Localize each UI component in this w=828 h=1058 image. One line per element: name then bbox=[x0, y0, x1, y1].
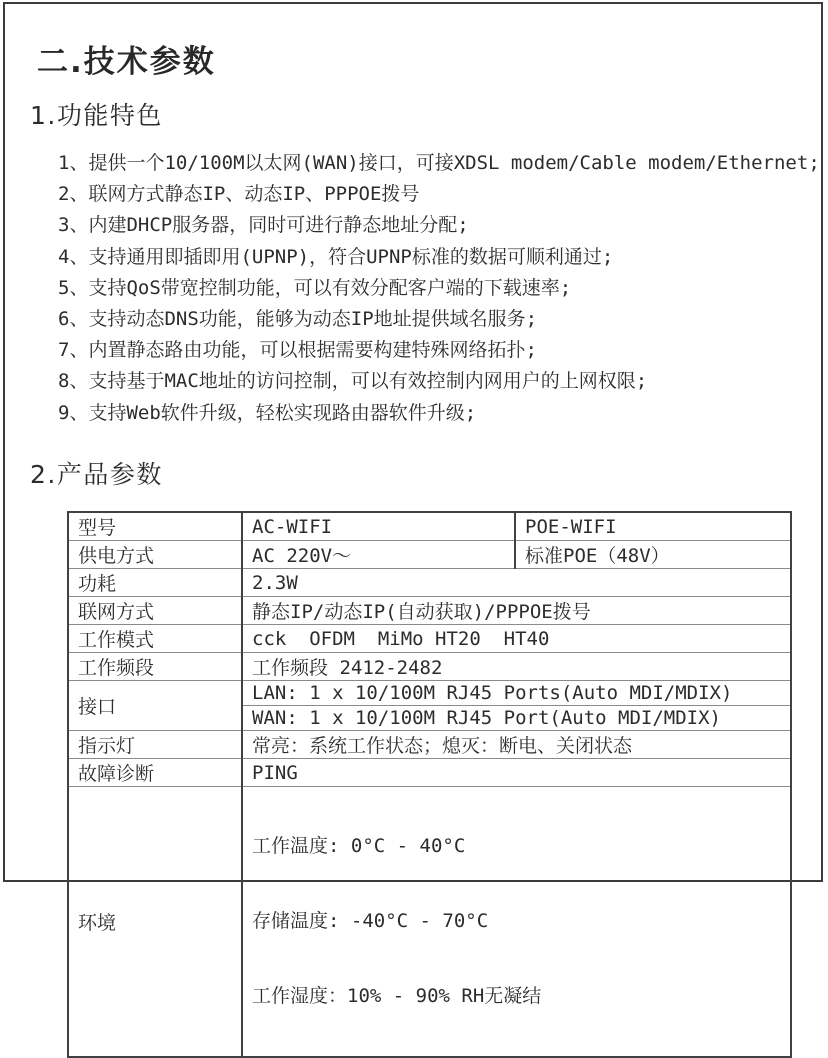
table-row-environment bbox=[68, 787, 791, 1058]
feature-list bbox=[58, 148, 818, 429]
ports-lan-cell: LAN: 1 x 10/100M RJ45 Ports(Auto MDI/MDIX) bbox=[242, 681, 791, 706]
table-row-power-supply bbox=[68, 541, 791, 569]
power-supply-ac-cell: AC 220V～ bbox=[242, 541, 515, 569]
indicator-cell: 常亮：系统工作状态；熄灭：断电、关闭状态 bbox=[242, 731, 791, 759]
row-label: 环境 bbox=[68, 787, 242, 1058]
specs-table bbox=[67, 511, 792, 1058]
table-row-diagnosis bbox=[68, 759, 791, 787]
table-row-frequency-band bbox=[68, 653, 791, 681]
diagnosis-cell: PING bbox=[242, 759, 791, 787]
table-row-connection-mode bbox=[68, 597, 791, 625]
feature-item: 6、支持动态DNS功能，能够为动态IP地址提供域名服务; bbox=[58, 308, 538, 331]
row-label: 指示灯 bbox=[68, 731, 242, 759]
feature-item: 7、内置静态路由功能，可以根据需要构建特殊网络拓扑; bbox=[58, 339, 537, 362]
page-title: 二.技术参数 bbox=[37, 44, 216, 80]
feature-item: 4、支持通用即插即用(UPNP)，符合UPNP标准的数据可顺利通过; bbox=[58, 245, 614, 268]
environment-operating-temp: 工作温度: 0°C - 40°C bbox=[252, 835, 466, 857]
row-label: 工作模式 bbox=[68, 625, 242, 653]
table-row-indicator bbox=[68, 731, 791, 759]
model-poe-cell: POE-WIFI bbox=[515, 512, 791, 541]
table-row-ports-lan bbox=[68, 681, 791, 706]
environment-storage-temp: 存储温度: -40°C - 70°C bbox=[252, 910, 489, 932]
frequency-band-cell: 工作频段 2412-2482 bbox=[242, 653, 791, 681]
model-ac-cell: AC-WIFI bbox=[242, 512, 515, 541]
feature-item: 5、支持QoS带宽控制功能，可以有效分配客户端的下载速率; bbox=[58, 276, 572, 299]
row-label: 接口 bbox=[68, 681, 242, 731]
table-row-work-mode bbox=[68, 625, 791, 653]
row-label: 供电方式 bbox=[68, 541, 242, 569]
environment-cell bbox=[242, 787, 791, 1058]
feature-item: 1、提供一个10/100M以太网(WAN)接口，可接XDSL modem/Cable modem/Ethernet; bbox=[58, 152, 820, 174]
row-label: 型号 bbox=[68, 512, 242, 541]
row-label: 故障诊断 bbox=[68, 759, 242, 787]
section-heading-features: 1.功能特色 bbox=[30, 101, 163, 130]
feature-item: 8、支持基于MAC地址的访问控制，可以有效控制内网用户的上网权限; bbox=[58, 370, 648, 393]
feature-item: 2、联网方式静态IP、动态IP、PPPOE拨号 bbox=[58, 183, 420, 206]
connection-mode-cell: 静态IP/动态IP(自动获取)/PPPOE拨号 bbox=[242, 597, 791, 625]
feature-item: 3、内建DHCP服务器，同时可进行静态地址分配; bbox=[58, 214, 469, 237]
table-row-model bbox=[68, 512, 791, 541]
environment-humidity: 工作湿度：10% - 90% RH无凝结 bbox=[252, 985, 542, 1007]
feature-item: 9、支持Web软件升级，轻松实现路由器软件升级; bbox=[58, 401, 477, 424]
row-label: 联网方式 bbox=[68, 597, 242, 625]
work-mode-cell: cck OFDM MiMo HT20 HT40 bbox=[242, 625, 791, 653]
section-heading-specs: 2.产品参数 bbox=[30, 460, 163, 489]
table-row-power-consumption bbox=[68, 569, 791, 597]
row-label: 功耗 bbox=[68, 569, 242, 597]
power-consumption-cell: 2.3W bbox=[242, 569, 791, 597]
power-supply-poe-cell: 标准POE（48V） bbox=[515, 541, 791, 569]
row-label: 工作频段 bbox=[68, 653, 242, 681]
ports-wan-cell: WAN: 1 x 10/100M RJ45 Port(Auto MDI/MDIX) bbox=[242, 706, 791, 731]
